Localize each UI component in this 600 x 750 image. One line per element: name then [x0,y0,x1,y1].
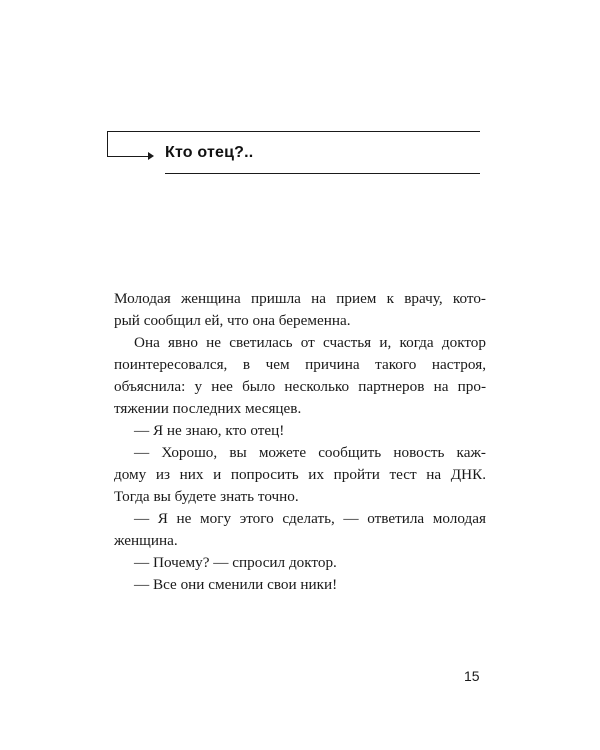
header-arrow-line [107,156,151,157]
text-line: женщина. [114,532,178,549]
text-line: тяжении последних месяцев. [114,400,302,417]
text-line: поинтересовался, в чем причина такого настроя, [114,356,486,373]
text-line: — Я не могу этого сделать, — ответила молодая [134,510,486,527]
text-line: — Я не знаю, кто отец! [134,422,285,439]
header-bracket [107,131,108,156]
text-line: Тогда вы будете знать точно. [114,488,299,505]
text-line: объяснила: у нее было несколько партнеров на про- [114,378,486,395]
text-line: Она явно не светилась от счастья и, когда доктор [134,334,486,351]
text-line: Молодая женщина пришла на прием к врачу, кото- [114,290,486,307]
text-line: дому из них и попросить их пройти тест на ДНК. [114,466,486,483]
page-number: 15 [464,668,480,684]
story-text [114,288,486,596]
chapter-title: Кто отец?.. [165,144,254,161]
header-rule-bottom [165,173,480,174]
arrow-icon [148,152,154,160]
text-line: — Все они сменили свои ники! [134,576,338,593]
text-line: — Почему? — спросил доктор. [134,554,337,571]
header-rule-top [107,131,480,132]
text-line: рый сообщил ей, что она беременна. [114,312,351,329]
text-line: — Хорошо, вы можете сообщить новость каж- [134,444,486,461]
